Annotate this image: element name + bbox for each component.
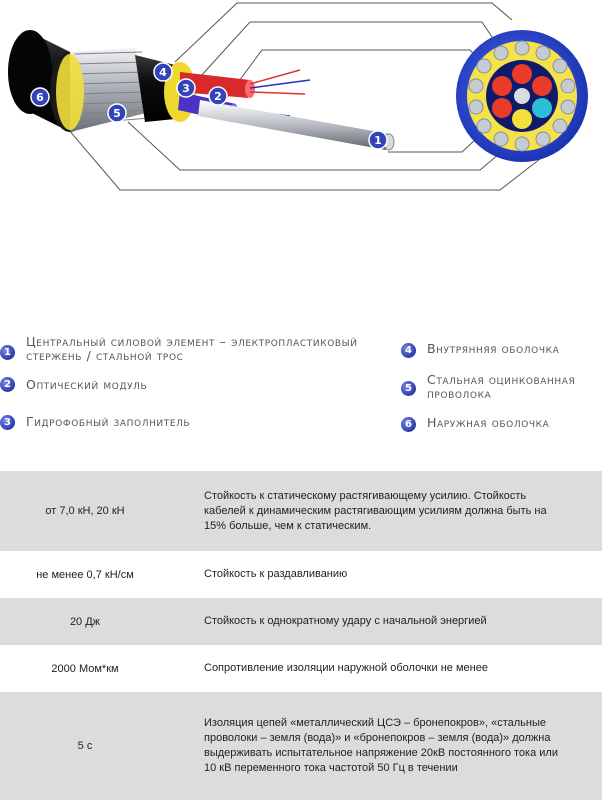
spec-value: от 7,0 кН, 20 кН: [45, 505, 125, 517]
spec-description: Сопротивление изоляции наружной оболочки не менее: [204, 662, 488, 674]
spec-value: не менее 0,7 кН/см: [36, 568, 134, 581]
legend-text-1: Центральный силовой элемент – электропластиковый стержень / стальной трос: [26, 334, 358, 363]
legend-text-4: Внутрянняя оболочка: [427, 341, 560, 356]
legend-badge-4: 4: [401, 343, 416, 358]
legend-badge-3: 3: [0, 415, 15, 430]
spec-row-5: [0, 692, 602, 800]
spec-row-4: [0, 645, 602, 692]
legend: [0, 325, 602, 455]
legend-badge-5: 5: [401, 381, 416, 396]
callout-5: [108, 104, 126, 122]
legend-text-3: Гидрофобный заполнитель: [26, 414, 191, 429]
central-strength-member: [198, 100, 394, 150]
legend-item-4: [401, 335, 601, 358]
legend-badge-1: 1: [0, 345, 15, 360]
legend-item-6: [401, 411, 601, 432]
spec-row-1: [0, 471, 602, 551]
spec-row-3: [0, 598, 602, 645]
legend-badge-6: 6: [401, 417, 416, 432]
specs-table: [0, 471, 602, 800]
svg-text:1: 1: [374, 134, 382, 147]
svg-text:6: 6: [36, 91, 44, 104]
svg-text:4: 4: [159, 66, 167, 79]
callout-1: [369, 131, 387, 149]
spec-value: 5 с: [77, 740, 93, 752]
cross-section: [456, 30, 588, 162]
legend-item-5: [401, 373, 601, 401]
legend-item-1: [0, 335, 360, 363]
spec-description: Стойкость к статическому растягивающему усилию. Стойкость кабелей к динамическим растягивающим усилиям должна быть на 15% больше, чем к статическим.: [204, 489, 547, 532]
legend-text-5: Стальная оцинкованная проволока: [427, 372, 576, 401]
cable-illustration: [0, 0, 602, 300]
legend-text-2: Оптический модуль: [26, 377, 148, 392]
callout-2: [209, 87, 227, 105]
legend-item-3: [0, 409, 360, 430]
spec-value: 2000 Мом*км: [51, 662, 119, 675]
legend-badge-2: 2: [0, 377, 15, 392]
legend-item-2: [0, 371, 360, 392]
svg-text:5: 5: [113, 107, 121, 120]
callout-4: [154, 63, 172, 81]
cable-diagram: [0, 0, 602, 300]
svg-text:3: 3: [182, 82, 190, 95]
spec-value: 20 Дж: [69, 615, 101, 628]
spec-description: Стойкость к раздавливанию: [204, 568, 348, 580]
callout-3: [177, 79, 195, 97]
legend-text-6: Наружная оболочка: [427, 415, 550, 430]
spec-description: Стойкость к однократному удару с начальной энергией: [204, 615, 487, 627]
callout-6: [31, 88, 49, 106]
svg-text:2: 2: [214, 90, 222, 103]
spec-description: Изоляция цепей «металлический ЦСЭ – бронепокров», «стальные проволоки – земля (вода)» и «бронепокров – земля (вода)» должна выдерживать испытательное напряжение 20кВ постоянного тока или 10 кВ переменного тока частотой 50 Гц в течении: [204, 717, 558, 774]
spec-row-2: [0, 551, 602, 598]
